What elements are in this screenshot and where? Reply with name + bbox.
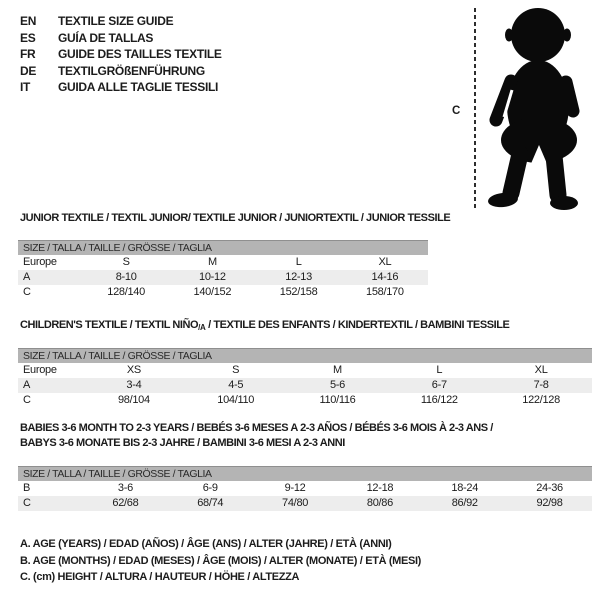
children-title-pre: CHILDREN'S TEXTILE / TEXTIL NIÑO: [20, 319, 199, 331]
size-cell: XL: [378, 256, 392, 268]
height-measure-dashed-line: [474, 8, 476, 210]
row-label: C: [23, 286, 31, 298]
table-row: [18, 481, 592, 496]
table-row: [18, 363, 592, 378]
babies-table-title: [20, 421, 493, 451]
height-measure-label: C: [452, 105, 461, 117]
row-label: Europe: [23, 364, 57, 376]
age-cell: 10-12: [199, 271, 226, 283]
table-row: [18, 496, 592, 511]
size-cell: L: [295, 256, 302, 268]
height-cell: 110/116: [319, 394, 356, 406]
language-code: DE: [20, 63, 37, 78]
size-header-bar: SIZE / TALLA / TAILLE / GRÖSSE / TAGLIA: [18, 348, 592, 363]
children-table-title: [20, 318, 509, 335]
height-cell: 152/158: [279, 286, 318, 298]
table-row: [18, 285, 428, 300]
language-title-list: [20, 13, 222, 96]
language-row-es: [20, 30, 222, 47]
age-cell: 18-24: [451, 482, 479, 494]
babies-size-table: [18, 466, 592, 511]
row-label: A: [23, 379, 31, 391]
size-header-bar: SIZE / TALLA / TAILLE / GRÖSSE / TAGLIA: [18, 240, 428, 255]
height-cell: 62/68: [112, 497, 139, 509]
height-cell: 86/92: [451, 497, 478, 509]
age-cell: 3-4: [126, 379, 142, 391]
language-row-it: [20, 79, 222, 96]
age-cell: 9-12: [284, 482, 306, 494]
language-title: TEXTILE SIZE GUIDE: [58, 14, 174, 28]
table-row: [18, 255, 428, 270]
age-cell: 24-36: [536, 482, 563, 494]
legend-footnotes: [20, 536, 421, 586]
age-cell: 8-10: [115, 271, 137, 283]
age-cell: 3-6: [117, 482, 133, 494]
language-code: FR: [20, 47, 36, 61]
language-title: GUÍA DE TALLAS: [58, 30, 154, 45]
language-title: GUIDA ALLE TAGLIE TESSILI: [58, 80, 219, 94]
age-cell: 12-13: [285, 271, 312, 283]
size-cell: L: [436, 364, 443, 376]
size-cell: M: [207, 256, 217, 268]
table-row: [18, 378, 592, 393]
children-title-post: / TEXTILE DES ENFANTS / KINDERTEXTIL / BAMBINI TESSILE: [205, 319, 510, 331]
language-code: ES: [20, 30, 36, 45]
age-cell: 14-16: [371, 271, 399, 283]
age-cell: 4-5: [228, 379, 244, 391]
language-row-en: [20, 13, 222, 30]
language-title: GUIDE DES TAILLES TEXTILE: [58, 47, 222, 61]
children-title-subscript: /A: [198, 323, 206, 332]
babies-title-line2: BABYS 3-6 MONATE BIS 2-3 JAHRE / BAMBINI 3-6 MESI A 2-3 ANNI: [20, 437, 345, 449]
size-cell: M: [333, 364, 342, 376]
footnote-age-years: A. AGE (YEARS) / EDAD (AÑOS) / ÂGE (ANS) / ALTER (JAHRE) / ETÀ (ANNI): [20, 538, 392, 550]
table-row: [18, 393, 592, 408]
height-cell: 92/98: [536, 497, 563, 509]
height-cell: 116/122: [420, 394, 458, 406]
row-label: C: [23, 394, 31, 406]
footnote-height-cm: C. (cm) HEIGHT / ALTURA / HAUTEUR / HÖHE / ALTEZZA: [20, 571, 300, 583]
children-size-table: [18, 348, 592, 408]
language-row-fr: [20, 46, 222, 63]
table-row: [18, 270, 428, 285]
age-cell: 7-8: [533, 379, 549, 391]
language-code: EN: [20, 14, 37, 28]
size-cell: S: [232, 364, 240, 376]
toddler-silhouette-icon: [482, 4, 596, 212]
babies-title-line1: BABIES 3-6 MONTH TO 2-3 YEARS / BEBÉS 3-6 MESES A 2-3 AÑOS / BÉBÉS 3-6 MOIS À 2-3 ANS /: [20, 422, 493, 434]
age-cell: 12-18: [366, 482, 394, 494]
age-cell: 5-6: [329, 379, 345, 391]
height-cell: 140/152: [193, 286, 232, 298]
size-header-bar: SIZE / TALLA / TAILLE / GRÖSSE / TAGLIA: [18, 466, 592, 481]
row-label: C: [23, 497, 31, 509]
height-cell: 128/140: [107, 286, 145, 298]
junior-size-table: [18, 240, 428, 300]
row-label: A: [23, 271, 31, 283]
size-cell: XL: [534, 364, 548, 376]
height-cell: 98/104: [117, 394, 150, 406]
height-cell: 158/170: [366, 286, 404, 298]
row-label: Europe: [23, 256, 57, 268]
language-row-de: [20, 63, 222, 80]
row-label: B: [23, 482, 31, 494]
size-cell: XS: [126, 364, 141, 376]
language-code: IT: [20, 80, 31, 94]
size-cell: S: [122, 256, 130, 268]
height-cell: 80/86: [366, 497, 393, 509]
age-cell: 6-7: [431, 379, 447, 391]
height-cell: 122/128: [522, 394, 560, 406]
height-cell: 74/80: [282, 497, 309, 509]
height-cell: 68/74: [197, 497, 224, 509]
language-title: TEXTILGRÖßENFÜHRUNG: [58, 63, 205, 78]
junior-table-title: JUNIOR TEXTILE / TEXTIL JUNIOR/ TEXTILE JUNIOR / JUNIORTEXTIL / JUNIOR TESSILE: [20, 212, 451, 224]
height-cell: 104/110: [217, 394, 255, 406]
age-cell: 6-9: [202, 482, 218, 494]
footnote-age-months: B. AGE (MONTHS) / EDAD (MESES) / ÂGE (MOIS) / ALTER (MONATE) / ETÀ (MESI): [20, 554, 421, 567]
